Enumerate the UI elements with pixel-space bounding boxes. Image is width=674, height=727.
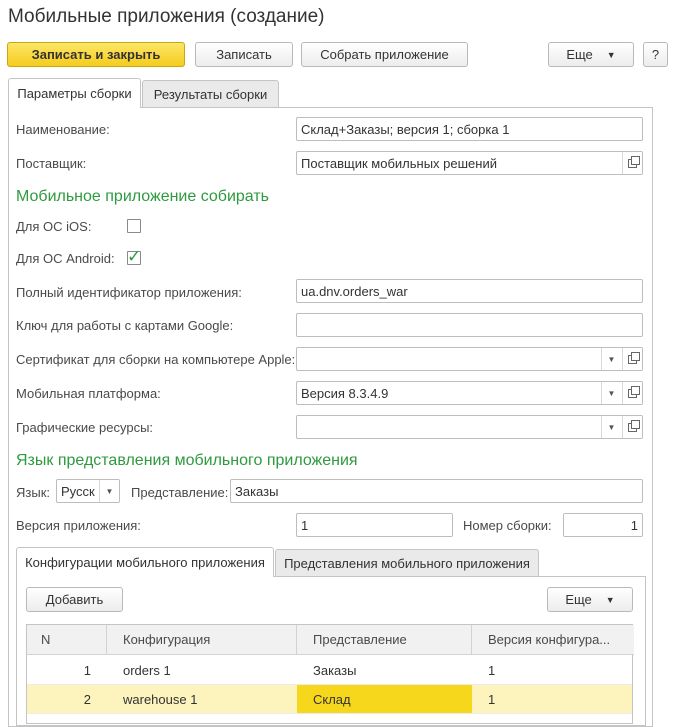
- chevron-down-icon: ▼: [605, 594, 615, 605]
- chevron-down-icon: ▼: [606, 49, 616, 60]
- help-button[interactable]: ?: [643, 42, 668, 67]
- language-label: Язык:: [16, 485, 50, 500]
- row-config-version: 1: [472, 656, 632, 685]
- save-button[interactable]: Записать: [195, 42, 293, 67]
- platform-label: Мобильная платформа:: [16, 386, 161, 401]
- language-value: Русск: [61, 483, 95, 499]
- open-icon[interactable]: [622, 382, 642, 404]
- dropdown-arrow-icon[interactable]: ▼: [601, 348, 621, 370]
- build-section-title: Мобильное приложение собирать: [16, 188, 269, 205]
- open-icon[interactable]: [622, 152, 642, 174]
- supplier-value: Поставщик мобильных решений: [301, 155, 497, 171]
- row-config-version: 1: [472, 685, 632, 714]
- open-icon[interactable]: [622, 348, 642, 370]
- dropdown-arrow-icon[interactable]: ▼: [99, 480, 119, 502]
- column-header-n[interactable]: N: [27, 625, 107, 655]
- build-number-label: Номер сборки:: [463, 518, 552, 533]
- android-label: Для ОС Android:: [16, 251, 115, 266]
- sub-more-menu-label: Еще: [565, 592, 592, 607]
- app-id-label: Полный идентификатор приложения:: [16, 285, 242, 300]
- column-header-presentation[interactable]: Представление: [297, 625, 472, 655]
- platform-value: Версия 8.3.4.9: [301, 385, 389, 401]
- save-and-close-button[interactable]: Записать и закрыть: [7, 42, 185, 67]
- column-header-configuration[interactable]: Конфигурация: [107, 625, 297, 655]
- presentation-field[interactable]: Заказы: [230, 479, 643, 503]
- configurations-table: [26, 624, 633, 724]
- checkmark-icon: ✓: [127, 247, 142, 266]
- google-key-label: Ключ для работы с картами Google:: [16, 318, 234, 333]
- row-configuration: orders 1: [107, 656, 297, 685]
- ios-checkbox[interactable]: [127, 219, 141, 233]
- row-presentation: Склад: [297, 685, 472, 714]
- tab-build-params[interactable]: Параметры сборки: [8, 78, 141, 108]
- name-field[interactable]: Склад+Заказы; версия 1; сборка 1: [296, 117, 643, 141]
- table-row[interactable]: [27, 656, 632, 685]
- supplier-field[interactable]: [296, 151, 643, 175]
- row-presentation: Заказы: [297, 656, 472, 685]
- dropdown-arrow-icon[interactable]: ▼: [601, 416, 621, 438]
- open-icon[interactable]: [622, 416, 642, 438]
- table-row-selected[interactable]: [27, 685, 632, 714]
- version-field[interactable]: 1: [296, 513, 453, 537]
- language-select[interactable]: [56, 479, 120, 503]
- app-id-field[interactable]: ua.dnv.orders_war: [296, 279, 643, 303]
- name-label: Наименование:: [16, 122, 110, 137]
- row-number: 2: [27, 685, 107, 714]
- column-header-config-version[interactable]: Версия конфигура...: [472, 625, 634, 655]
- supplier-label: Поставщик:: [16, 156, 87, 171]
- build-number-field[interactable]: 1: [563, 513, 643, 537]
- tab-mobile-configurations[interactable]: Конфигурации мобильного приложения: [16, 547, 274, 577]
- apple-cert-label: Сертификат для сборки на компьютере Apple:: [16, 352, 296, 367]
- apple-cert-field[interactable]: [296, 347, 643, 371]
- tab-build-results[interactable]: Результаты сборки: [142, 80, 279, 108]
- add-button[interactable]: Добавить: [26, 587, 123, 612]
- row-configuration: warehouse 1: [107, 685, 297, 714]
- version-label: Версия приложения:: [16, 518, 141, 533]
- sub-more-menu-button[interactable]: [547, 587, 633, 612]
- row-number: 1: [27, 656, 107, 685]
- build-app-button[interactable]: Собрать приложение: [301, 42, 468, 67]
- google-key-field[interactable]: [296, 313, 643, 337]
- more-menu-button[interactable]: [548, 42, 634, 67]
- language-section-title: Язык представления мобильного приложения: [16, 452, 358, 469]
- ios-label: Для ОС iOS:: [16, 219, 92, 234]
- tab-mobile-presentations[interactable]: Представления мобильного приложения: [275, 549, 539, 577]
- dropdown-arrow-icon[interactable]: ▼: [601, 382, 621, 404]
- graphics-label: Графические ресурсы:: [16, 420, 154, 435]
- more-menu-label: Еще: [566, 47, 593, 62]
- graphics-field[interactable]: [296, 415, 643, 439]
- platform-field[interactable]: [296, 381, 643, 405]
- presentation-label: Представление:: [131, 485, 229, 500]
- window-title: Мобильные приложения (создание): [8, 6, 325, 27]
